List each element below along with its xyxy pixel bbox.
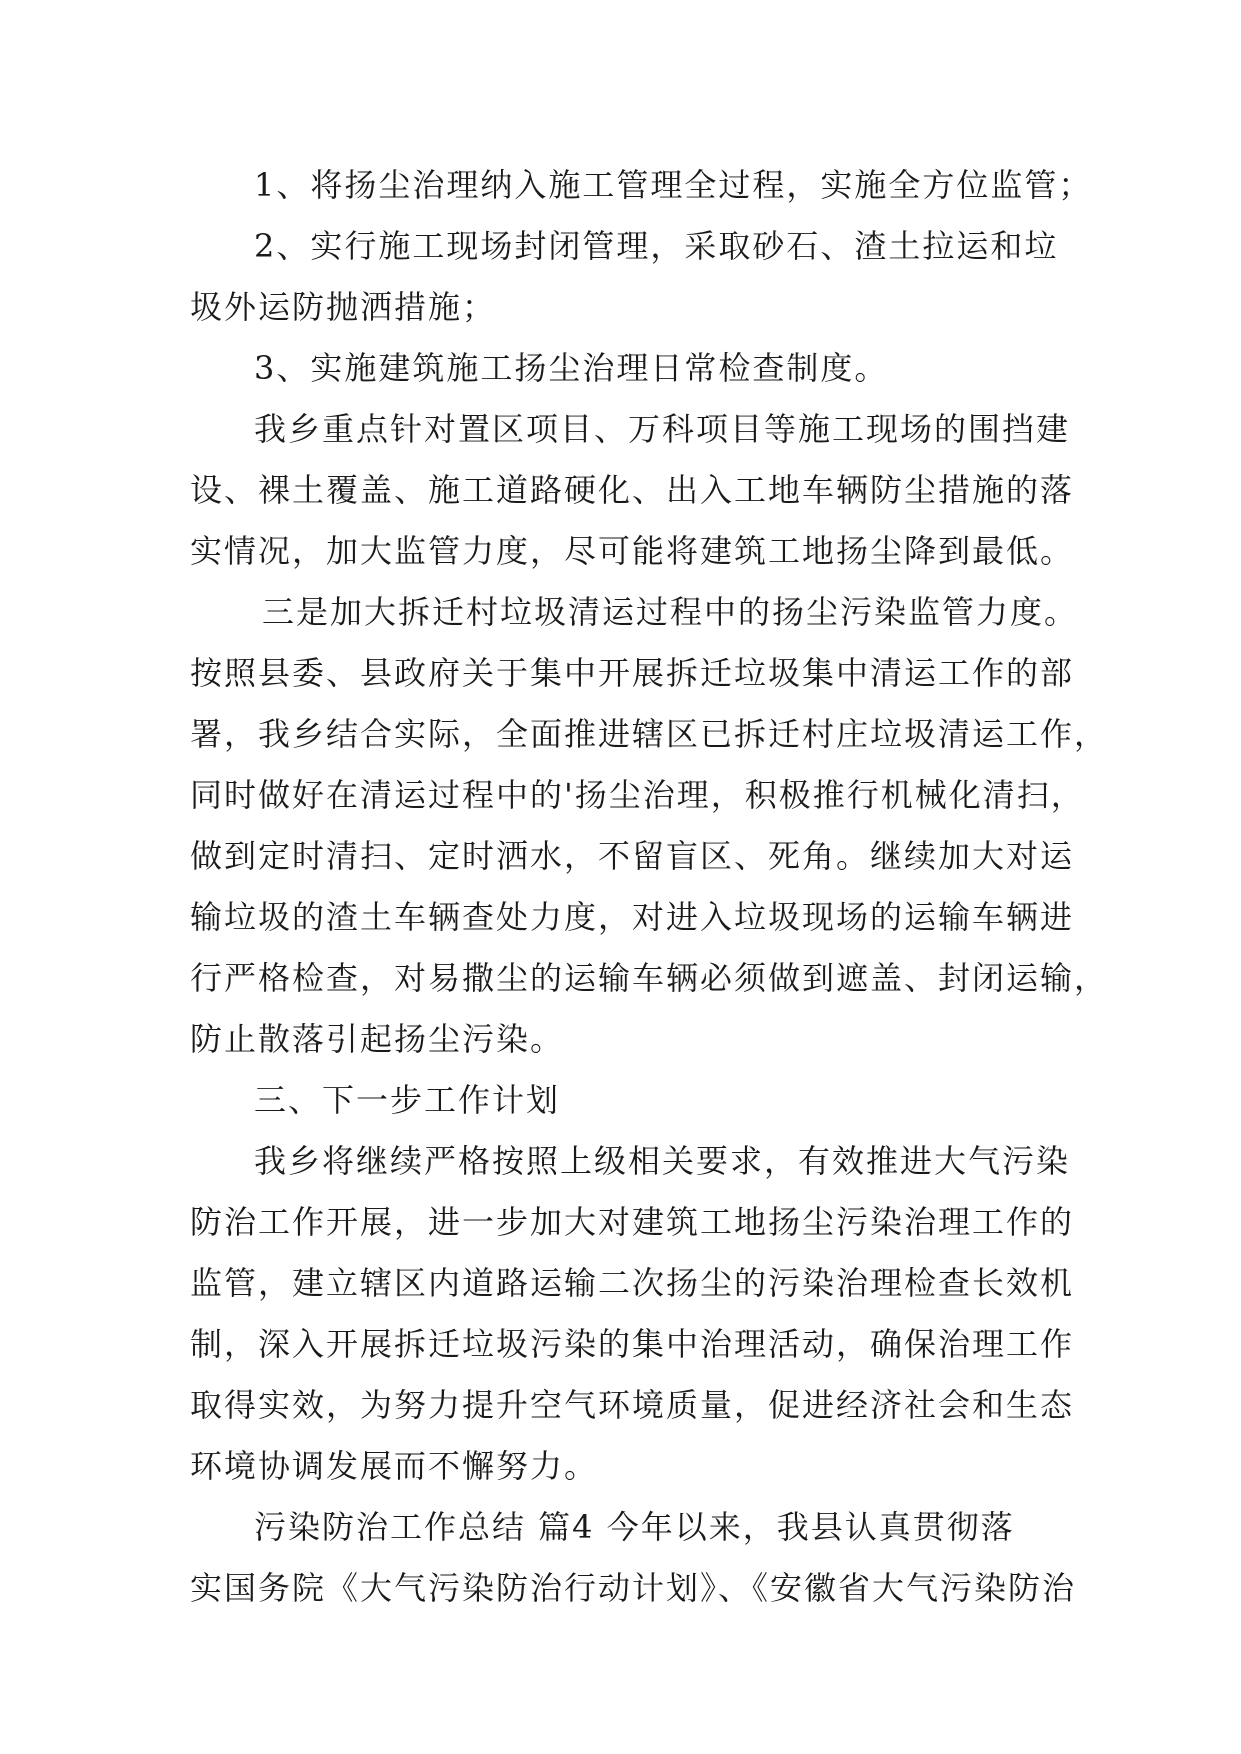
list-item-3: 3、实施建筑施工扬尘治理日常检查制度。 [254,349,889,387]
paragraph-line: 制，深入开展拆迁垃圾污染的集中治理活动，确保治理工作 [190,1325,1075,1363]
paragraph-line: 同时做好在清运过程中的'扬尘治理，积极推行机械化清扫， [190,776,1085,814]
body-text [190,155,1109,1619]
list-item-1: 1、将扬尘治理纳入施工管理全过程，实施全方位监管； [254,166,1093,204]
paragraph-line: 输垃圾的渣土车辆查处力度，对进入垃圾现场的运输车辆进 [190,898,1075,936]
paragraph-line: 我乡将继续严格按照上级相关要求，有效推进大气污染 [254,1142,1071,1180]
paragraph-line: 设、裸土覆盖、施工道路硬化、出入工地车辆防尘措施的落 [190,471,1075,509]
paragraph-line: 防治工作开展，进一步加大对建筑工地扬尘污染治理工作的 [190,1203,1075,1241]
paragraph-line: 行严格检查，对易撒尘的运输车辆必须做到遮盖、封闭运输， [190,959,1109,997]
paragraph-line: 做到定时清扫、定时洒水，不留盲区、死角。继续加大对运 [190,837,1075,875]
paragraph-line: 实情况，加大监管力度，尽可能将建筑工地扬尘降到最低。 [190,532,1075,570]
paragraph-line: 三是加大拆迁村垃圾清运过程中的扬尘污染监管力度。 [262,593,1079,631]
paragraph-line: 污染防治工作总结 篇4 今年以来，我县认真贯彻落 [254,1508,1015,1546]
paragraph-line: 署，我乡结合实际，全面推进辖区已拆迁村庄垃圾清运工作， [190,715,1109,753]
paragraph-line: 监管，建立辖区内道路运输二次扬尘的污染治理检查长效机 [190,1264,1075,1302]
list-item-2-continued: 圾外运防抛洒措施； [190,288,497,326]
paragraph-line: 实国务院《大气污染防治行动计划》、《安徽省大气污染防治 [190,1569,1077,1607]
paragraph-line: 按照县委、县政府关于集中开展拆迁垃圾集中清运工作的部 [190,654,1075,692]
section-heading: 三、下一步工作计划 [254,1081,561,1119]
paragraph-line: 防止散落引起扬尘污染。 [190,1020,565,1058]
paragraph-line: 取得实效，为努力提升空气环境质量，促进经济社会和生态 [190,1386,1075,1424]
list-item-2: 2、实行施工现场封闭管理，采取砂石、渣土拉运和垃 [254,227,1059,265]
paragraph-line: 我乡重点针对置区项目、万科项目等施工现场的围挡建 [254,410,1071,448]
paragraph-line: 环境协调发展而不懈努力。 [190,1447,599,1485]
